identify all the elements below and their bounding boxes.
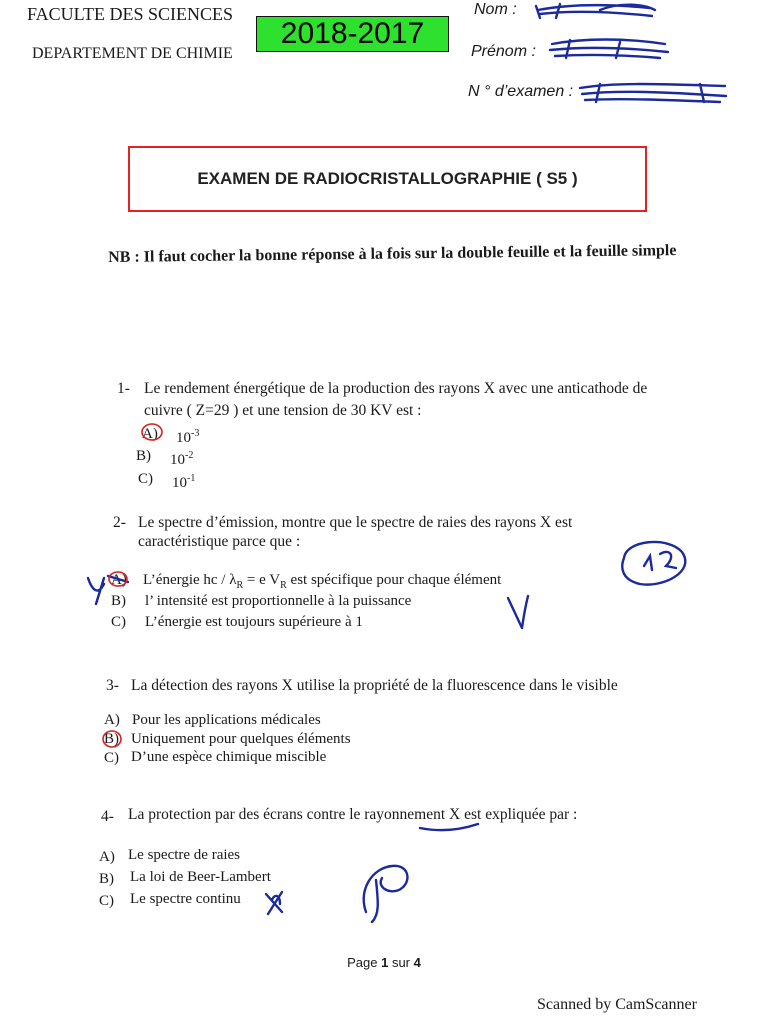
page-separator: sur [388, 955, 414, 970]
question-3-option-b[interactable]: Uniquement pour quelques éléments [131, 731, 351, 747]
exam-number-label: N ° d’examen : [468, 83, 574, 100]
grade-mark-q2-text [644, 552, 676, 570]
year-badge: 2018-2017 [256, 16, 449, 52]
question-3-option-c[interactable]: D’une espèce chimique miscible [131, 749, 327, 765]
answer-q4-mark [266, 892, 282, 914]
question-3-text-line1: La détection des rayons X utilise la propriété de la fluorescence dans le visible [131, 677, 618, 694]
option-text: est spécifique pour chaque élément [286, 572, 502, 588]
question-4-text-line1: La protection par des écrans contre le rayonnement X est expliquée par : [128, 806, 578, 823]
question-4-option-c-letter[interactable]: C) [99, 893, 114, 909]
nom-redaction-scribble [536, 4, 655, 18]
question-1-text-line2: cuivre ( Z=29 ) et une tension de 30 KV est : [144, 402, 422, 419]
scanner-watermark: Scanned by CamScanner [537, 996, 697, 1013]
question-1-option-b-letter[interactable]: B) [136, 448, 151, 464]
prenom-redaction-scribble [550, 40, 668, 59]
option-text: L’énergie hc / λ [143, 572, 237, 588]
question-3-option-a[interactable]: Pour les applications médicales [132, 712, 321, 728]
question-4-option-b[interactable]: La loi de Beer-Lambert [130, 869, 271, 885]
subscript: R [280, 580, 287, 591]
question-1-number: 1- [117, 380, 130, 397]
question-2-option-a-letter[interactable]: A) [111, 572, 127, 588]
option-value: 10 [170, 452, 185, 468]
option-value: 10 [176, 430, 191, 446]
grade-mark-q4 [364, 866, 408, 922]
question-1-text-line1: Le rendement énergétique de la production des rayons X avec une anticathode de [144, 380, 648, 397]
question-4-option-a-letter[interactable]: A) [99, 849, 115, 865]
prenom-label: Prénom : [471, 43, 536, 60]
option-exponent: -2 [185, 450, 194, 461]
nom-label: Nom : [474, 1, 517, 18]
page-prefix: Page [347, 955, 382, 970]
check-mark-q2 [508, 596, 528, 628]
question-4-option-a[interactable]: Le spectre de raies [128, 847, 241, 863]
total-pages: 4 [413, 955, 421, 970]
department-name: DEPARTEMENT DE CHIMIE [32, 45, 233, 62]
question-3-option-a-letter[interactable]: A) [104, 712, 120, 728]
exam-number-redaction-scribble [580, 84, 726, 102]
question-1-option-c[interactable] [172, 469, 195, 493]
option-exponent: -3 [191, 428, 200, 439]
question-1-option-a[interactable] [176, 424, 199, 448]
question-2-option-b-letter[interactable]: B) [111, 593, 126, 609]
page-footer [0, 955, 768, 970]
exam-title: EXAMEN DE RADIOCRISTALLOGRAPHIE ( S5 ) [197, 169, 578, 188]
question-1-option-b[interactable] [170, 446, 193, 470]
question-4-option-c[interactable]: Le spectre continu [130, 891, 241, 907]
question-2-option-c-letter[interactable]: C) [111, 614, 126, 630]
question-2-number: 2- [113, 514, 126, 531]
question-3-option-b-letter[interactable]: B) [104, 731, 119, 747]
question-2-text-line1: Le spectre d’émission, montre que le spectre de raies des rayons X est [138, 514, 573, 531]
question-4-option-b-letter[interactable]: B) [99, 871, 114, 887]
question-3-option-c-letter[interactable]: C) [104, 750, 119, 766]
question-4-number: 4- [101, 808, 114, 825]
option-text: = e V [243, 572, 281, 588]
faculty-name: FACULTE DES SCIENCES [27, 4, 234, 24]
current-page: 1 [381, 955, 389, 970]
question-2-text-line2: caractéristique parce que : [138, 533, 301, 550]
question-2-option-c[interactable]: L’énergie est toujours supérieure à 1 [145, 614, 363, 630]
subscript: R [236, 580, 244, 591]
question-1-option-a-letter[interactable]: A) [142, 426, 158, 442]
nb-instruction: NB : Il faut cocher la bonne réponse à la fois sur la double feuille et la feuille simple [108, 242, 677, 266]
option-exponent: -1 [187, 473, 196, 484]
grade-circle-q2 [622, 542, 685, 585]
question-3-number: 3- [106, 677, 119, 694]
question-2-option-b[interactable]: l’ intensité est proportionnelle à la puissance [145, 593, 412, 609]
option-value: 10 [172, 475, 187, 491]
question-1-option-c-letter[interactable]: C) [138, 471, 153, 487]
